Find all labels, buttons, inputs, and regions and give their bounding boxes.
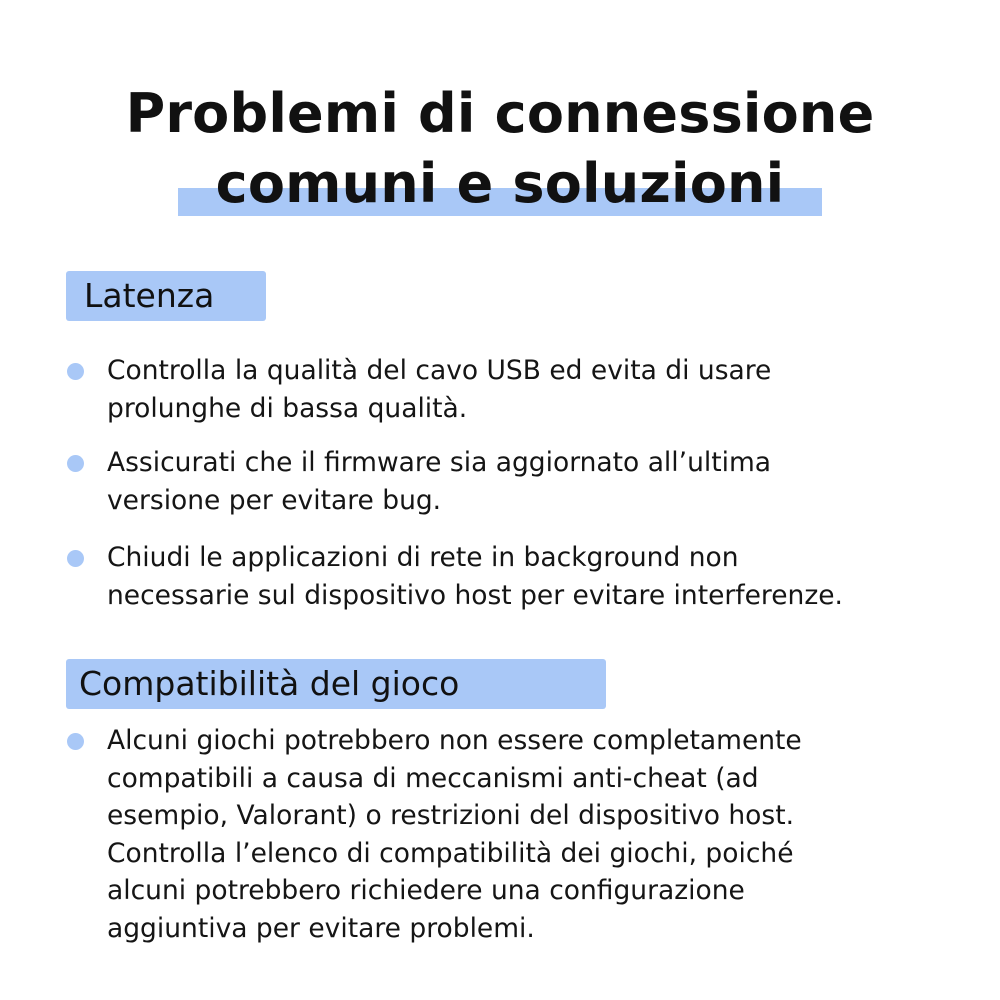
list-item bbox=[66, 352, 986, 427]
bullet-dot-icon bbox=[67, 363, 84, 380]
list-item bbox=[66, 539, 986, 614]
latenza-list bbox=[66, 352, 986, 631]
section-heading-compatibilita: Compatibilità del gioco bbox=[66, 659, 606, 709]
list-item bbox=[66, 722, 986, 947]
compatibilita-list bbox=[66, 722, 986, 947]
list-item-text: Alcuni giochi potrebbero non essere completamente compatibili a causa di meccanismi anti-cheat (ad esempio, Valorant) o restrizioni del dispositivo host. Controlla l’elenco di compatibilità dei giochi, poiché alcuni potrebbero richiedere una configurazione aggiuntiva per evitare problemi. bbox=[107, 725, 802, 944]
page-title-line-2: comuni e soluzioni bbox=[215, 152, 785, 215]
bullet-dot-icon bbox=[67, 733, 84, 750]
bullet-dot-icon bbox=[67, 455, 84, 472]
list-item-text: Controlla la qualità del cavo USB ed evita di usare prolunghe di bassa qualità. bbox=[107, 355, 772, 424]
page-title-line-1: Problemi di connessione bbox=[125, 82, 875, 145]
list-item bbox=[66, 444, 986, 519]
list-item-text: Assicurati che il firmware sia aggiornato all’ultima versione per evitare bug. bbox=[107, 447, 772, 516]
bullet-dot-icon bbox=[67, 550, 84, 567]
section-heading-latenza: Latenza bbox=[66, 271, 266, 321]
list-item-text: Chiudi le applicazioni di rete in background non necessarie sul dispositivo host per evitare interferenze. bbox=[107, 542, 843, 611]
page-title bbox=[0, 78, 1000, 228]
